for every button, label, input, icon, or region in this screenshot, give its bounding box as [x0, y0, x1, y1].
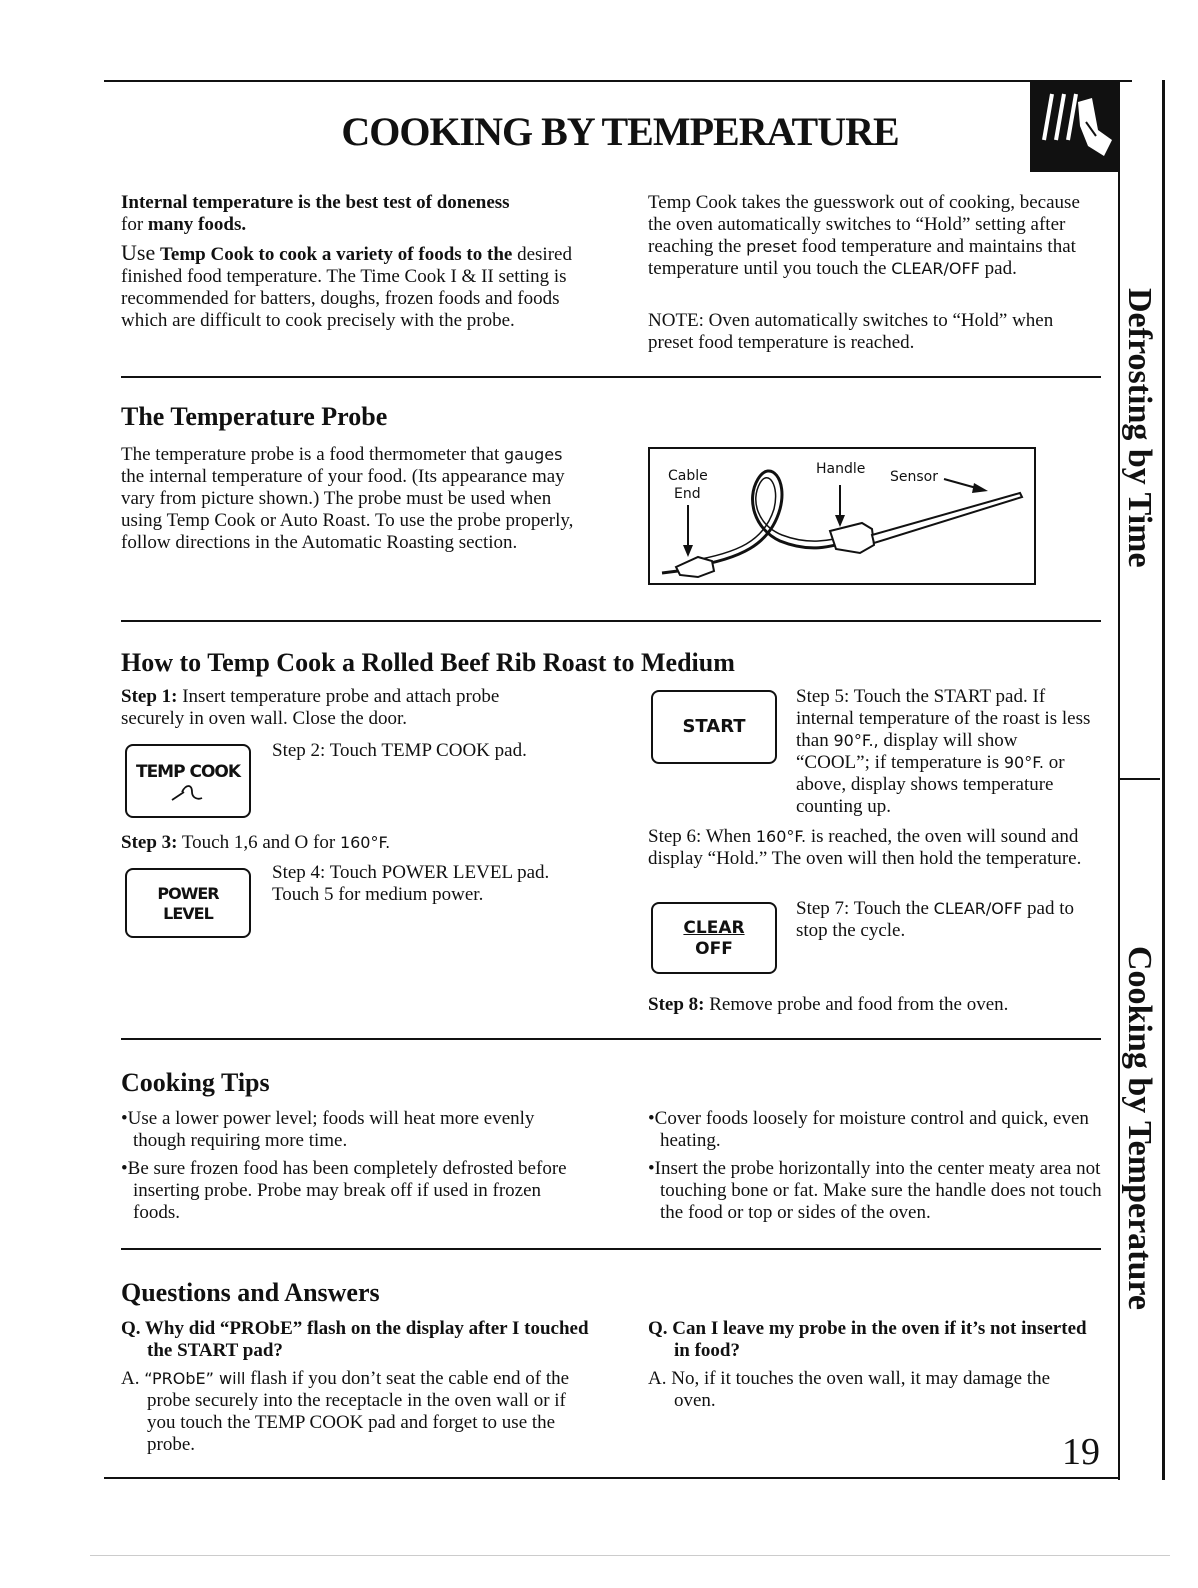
step5-text-a: Step 5: Touch the START pad. If internal temperature of the roast is less than [796, 686, 1091, 751]
handle-label: Handle [816, 461, 866, 477]
clear-off-pad[interactable] [651, 902, 777, 974]
power-level-pad-line1: POWER [157, 884, 219, 903]
q1-text-b: flash on the display after I touched the START pad? [147, 1318, 589, 1361]
howto-heading: How to Temp Cook a Rolled Beef Rib Roast to Medium [121, 648, 735, 677]
cable-end-arrowhead [683, 545, 693, 557]
clear-pad-label: CLEAR [683, 918, 745, 938]
tip-item: •Be sure frozen food has been completely defrosted before inserting probe. Probe may break off if used in frozen foods. [121, 1158, 567, 1223]
tip-item: •Use a lower power level; foods will heat more evenly though requiring more time. [121, 1108, 535, 1151]
step3 [121, 832, 551, 854]
top-rule [104, 80, 1132, 82]
intro-right-note: NOTE: Oven automatically switches to “Hold” when preset food temperature is reached. [648, 310, 1054, 353]
side-tab-cooking-by-temperature: Cooking by Temperature [1121, 946, 1158, 1310]
page-title: COOKING BY TEMPERATURE [341, 109, 899, 154]
step5 [796, 686, 1096, 818]
a1-probe: “PRObE” will [144, 1369, 246, 1388]
brand-logo [1030, 82, 1118, 172]
step8 [648, 994, 1098, 1016]
step5-temp2: 90°F. [1003, 753, 1044, 772]
intro-left-p2-rest: desired finished food temperature. The Time Cook I & II setting is recommended for batters, doughs, frozen foods and foods which are difficult to cook precisely with the probe. [121, 244, 572, 331]
start-pad-label: START [682, 716, 746, 737]
step5-temp1: 90°F., [833, 731, 879, 750]
intro-right-p1 [648, 192, 1096, 280]
off-pad-label: OFF [695, 939, 733, 959]
intro-left-p1-bold2: many foods. [147, 214, 247, 235]
page-number: 19 [1062, 1431, 1100, 1473]
q1-probe: “PRObE” [219, 1318, 303, 1339]
tip-item: •Insert the probe horizontally into the center meaty area not touching bone or fat. Make sure the handle does not touch the food or top or sides of the oven. [648, 1158, 1102, 1223]
sensor-label: Sensor [890, 469, 938, 485]
intro-right-text-c: pad. [984, 258, 1017, 279]
step6-text-b: is reached, the oven will sound and display “Hold.” The oven will then hold the temperature. [648, 826, 1082, 869]
bottom-rule [104, 1477, 1120, 1479]
end-label: End [674, 486, 701, 502]
step7-clearoff: CLEAR/OFF [933, 899, 1023, 918]
cable-end-label [668, 467, 708, 503]
intro-left-p2 [121, 242, 579, 332]
intro-left-p2-bold: Temp Cook to cook a variety of foods to the [159, 244, 513, 265]
step6-text-a: Step 6: When [648, 826, 752, 847]
temp-cook-pad-label: TEMP COOK [135, 762, 241, 782]
start-pad[interactable] [651, 690, 777, 764]
section-rule-1 [121, 376, 1101, 378]
answer-2: A. No, if it touches the oven wall, it may damage the oven. [648, 1368, 1051, 1411]
intro-right-text-b: food temperature and maintains that temperature until you touch the [648, 236, 1076, 279]
a1-text-a: A. [121, 1368, 140, 1389]
power-level-pad[interactable] [125, 868, 251, 938]
intro-left-p2-use: Use [121, 240, 156, 265]
step7-text-b: pad to stop the cycle. [796, 898, 1075, 941]
temp-cook-probe-icon [168, 782, 208, 804]
section-rule-3 [121, 1038, 1101, 1040]
probe-text-a: The temperature probe is a food thermometer that [121, 444, 500, 465]
step8-text: Remove probe and food from the oven. [709, 994, 1009, 1015]
step4: Step 4: Touch POWER LEVEL pad. Touch 5 for medium power. [272, 862, 550, 905]
probe-cable-end-plug [676, 557, 714, 577]
right-border [1162, 80, 1165, 1480]
probe-diagram [648, 447, 1036, 585]
step1 [121, 686, 551, 730]
intro-right-preset: preset [746, 237, 797, 256]
section-rule-2 [121, 620, 1101, 622]
sensor-arrowhead [972, 483, 988, 493]
power-level-pad-line2: LEVEL [163, 904, 213, 923]
q1-text-a: Q. Why did [121, 1318, 216, 1339]
section-rule-4 [121, 1248, 1101, 1250]
question-2: Q. Can I leave my probe in the oven if it’s not inserted in food? [648, 1318, 1087, 1361]
probe-sensor-shaft [872, 493, 1022, 543]
probe-heading: The Temperature Probe [121, 402, 388, 431]
step5-text-c: or above, display shows temperature counting up. [796, 752, 1065, 817]
temp-cook-pad[interactable] [125, 744, 251, 818]
step3-temp: 160°F. [339, 833, 391, 852]
step3-label: Step 3: [121, 832, 178, 853]
qa-heading: Questions and Answers [121, 1278, 380, 1307]
a1-text-b: flash if you don’t seat the cable end of the probe securely into the receptacle in the oven wall or if you touch the TEMP COOK pad and forget to use the probe. [147, 1368, 570, 1455]
side-tab-defrosting: Defrosting by Time [1121, 288, 1158, 568]
step5-text-b: display will show “COOL”; if temperature is [796, 730, 1018, 773]
cable-label: Cable [668, 468, 708, 484]
handle-arrowhead [835, 515, 845, 527]
probe-text-gauges: gauges [504, 445, 563, 464]
step6 [648, 826, 1098, 870]
step3-text: Touch 1,6 and O for [181, 832, 336, 853]
intro-right-clearoff: CLEAR/OFF [891, 259, 980, 278]
tip-item: •Cover foods loosely for moisture control and quick, even heating. [648, 1108, 1089, 1151]
step7 [796, 898, 1106, 942]
tab-divider [1120, 778, 1160, 780]
intro-left-p1-for: for [121, 214, 144, 235]
tips-heading: Cooking Tips [121, 1068, 270, 1097]
step2: Step 2: Touch TEMP COOK pad. [272, 740, 527, 761]
probe-text-b: the internal temperature of your food. (Its appearance may vary from picture shown.) The probe must be used when using Temp Cook or Auto Roast. To use the probe properly, follow directions in the Automatic Roasting section. [121, 466, 574, 553]
step1-text: Insert temperature probe and attach probe securely in oven wall. Close the door. [121, 686, 500, 729]
probe-cable-loop-inner [690, 478, 850, 561]
intro-left-p1-bold: Internal temperature is the best test of doneness [121, 192, 510, 213]
hand-pointer-icon [1030, 82, 1118, 172]
step8-label: Step 8: [648, 994, 705, 1015]
step7-text-a: Step 7: Touch the [796, 898, 929, 919]
question-1 [121, 1318, 607, 1362]
probe-text [121, 444, 581, 554]
step6-temp: 160°F. [755, 827, 807, 846]
answer-1 [121, 1368, 587, 1456]
footer-line [90, 1555, 1170, 1556]
step1-label: Step 1: [121, 686, 178, 707]
intro-right-text-a: Temp Cook takes the guesswork out of cooking, because the oven automatically switches to “Hold” setting after reaching the [648, 192, 1080, 257]
intro-left-p1 [121, 192, 581, 236]
probe-handle [830, 523, 874, 553]
